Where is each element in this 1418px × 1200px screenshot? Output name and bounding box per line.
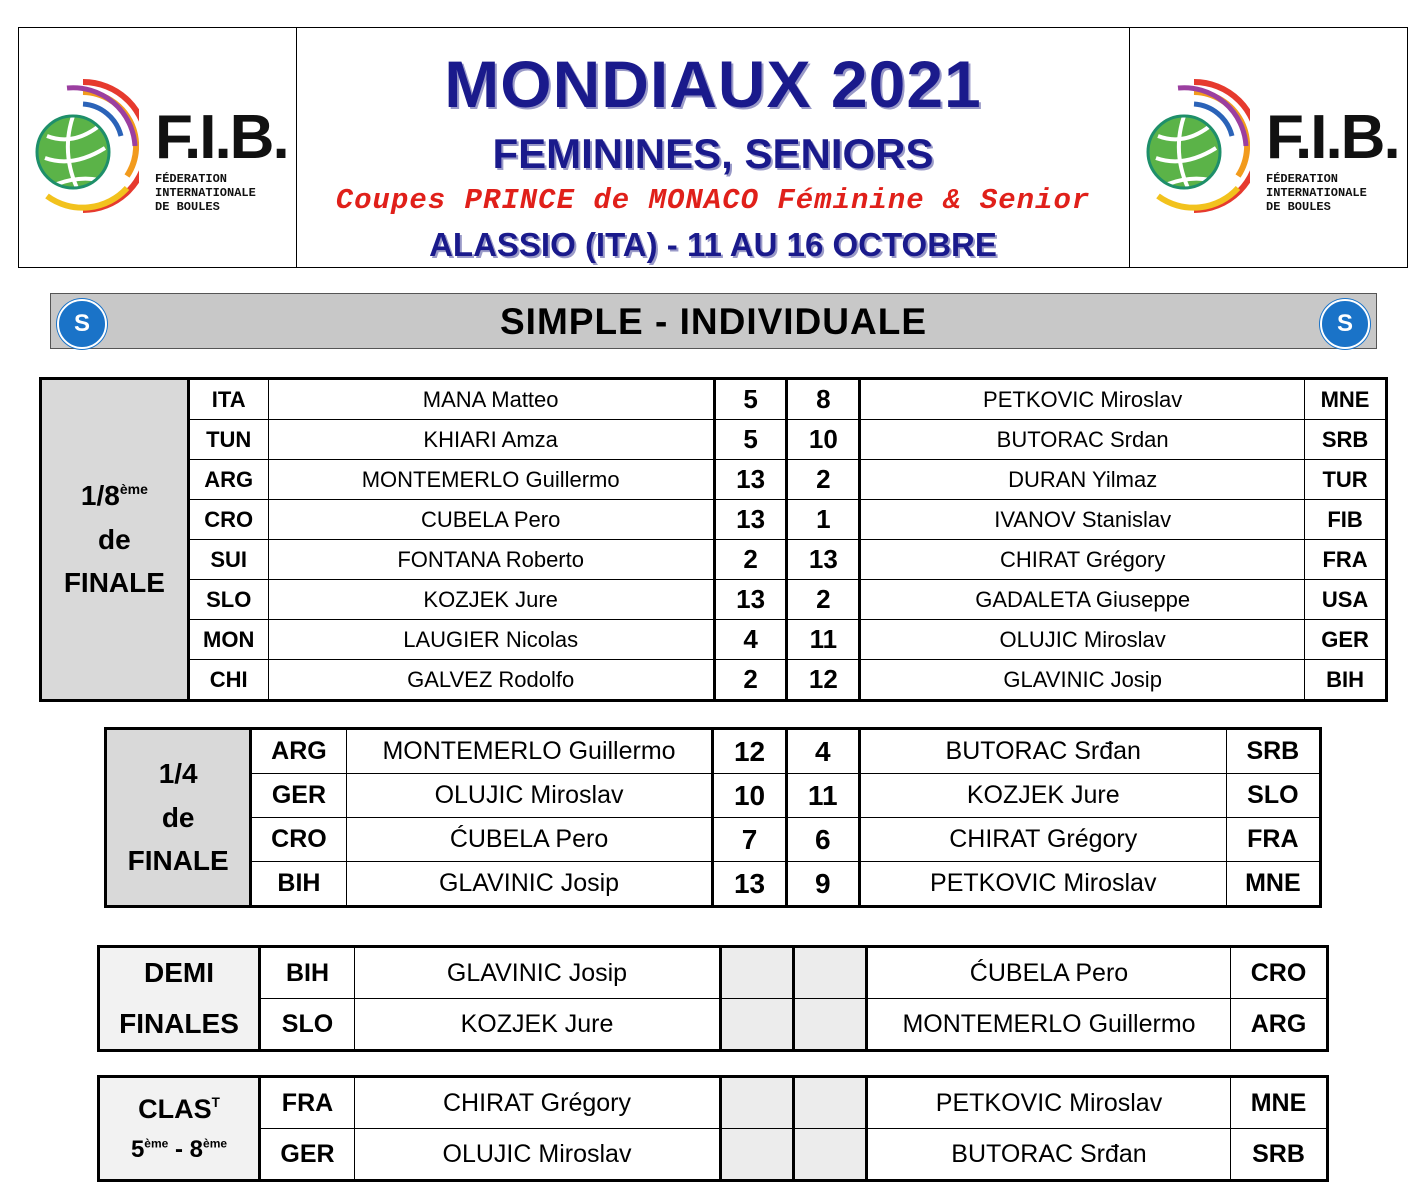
score-right	[794, 999, 867, 1051]
nat-right: GER	[1305, 620, 1387, 660]
player-right: BUTORAC Srđan	[859, 729, 1226, 774]
score-right: 13	[787, 540, 860, 580]
player-left: CHIRAT Grégory	[355, 1077, 721, 1129]
nat-right: MNE	[1305, 379, 1387, 420]
nat-left: CRO	[188, 500, 268, 540]
nat-right: FRA	[1305, 540, 1387, 580]
player-right: GLAVINIC Josip	[860, 660, 1305, 701]
event-header	[18, 27, 1408, 268]
nat-right: SRB	[1305, 420, 1387, 460]
nat-left: MON	[188, 620, 268, 660]
event-cups: Coupes PRINCE de MONACO Féminine & Senior	[335, 184, 1091, 217]
player-right: GADALETA Giuseppe	[860, 580, 1305, 620]
player-left: ĆUBELA Pero	[346, 818, 713, 862]
nat-right: SRB	[1231, 1129, 1328, 1181]
stage-sup: ème	[144, 1136, 169, 1151]
nat-left: CHI	[188, 660, 268, 701]
nat-left: SLO	[188, 580, 268, 620]
score-right: 8	[787, 379, 860, 420]
nat-left: GER	[260, 1129, 355, 1181]
fib-line1: FÉDERATION	[1266, 172, 1339, 186]
stage-label	[106, 729, 251, 907]
player-left: GLAVINIC Josip	[355, 947, 721, 999]
score-left: 13	[714, 460, 787, 500]
player-left: GALVEZ Rodolfo	[268, 660, 714, 701]
stage-line-3: FINALE	[127, 845, 229, 877]
simple-badge-icon: S	[1320, 299, 1370, 349]
nat-right: SRB	[1226, 729, 1320, 774]
player-left: FONTANA Roberto	[268, 540, 714, 580]
nat-left: ARG	[251, 729, 346, 774]
event-category: FEMININES, SENIORS	[492, 130, 934, 177]
stage-sup: T	[211, 1095, 220, 1111]
match-row	[41, 660, 1387, 701]
score-right: 10	[787, 420, 860, 460]
score-right: 2	[787, 580, 860, 620]
fib-ball-icon	[1138, 76, 1250, 216]
player-right: PETKOVIC Miroslav	[867, 1077, 1231, 1129]
simple-badge-icon: S	[57, 299, 107, 349]
match-row	[41, 379, 1387, 420]
player-left: GLAVINIC Josip	[346, 862, 713, 907]
player-left: LAUGIER Nicolas	[268, 620, 714, 660]
score-left: 10	[713, 774, 786, 818]
event-venue: ALASSIO (ITA) - 11 AU 16 OCTOBRE	[429, 226, 997, 263]
stage-line-3: FINALE	[63, 567, 165, 599]
match-row	[106, 729, 1321, 774]
fib-fullname	[1266, 172, 1399, 214]
player-right: CHIRAT Grégory	[859, 818, 1226, 862]
match-row	[106, 862, 1321, 907]
stage-line-2: FINALES	[119, 1007, 239, 1039]
nat-left: ITA	[188, 379, 268, 420]
nat-left: ARG	[188, 460, 268, 500]
score-right: 6	[786, 818, 859, 862]
nat-left: GER	[251, 774, 346, 818]
stage-rank-b: 8	[189, 1135, 204, 1163]
fib-line1: FÉDERATION	[155, 172, 228, 186]
stage-line-1: CLAS	[138, 1093, 212, 1124]
player-left: MONTEMERLO Guillermo	[268, 460, 714, 500]
player-right: PETKOVIC Miroslav	[860, 379, 1305, 420]
score-left: 5	[714, 379, 787, 420]
match-row	[41, 500, 1387, 540]
score-left: 12	[713, 729, 786, 774]
nat-right: CRO	[1231, 947, 1328, 999]
score-left: 2	[714, 660, 787, 701]
player-right: BUTORAC Srdan	[860, 420, 1305, 460]
match-row	[41, 580, 1387, 620]
score-right	[794, 1077, 867, 1129]
player-right: PETKOVIC Miroslav	[859, 862, 1226, 907]
score-left: 13	[713, 862, 786, 907]
player-left: KHIARI Amza	[268, 420, 714, 460]
stage-rank-a: 5	[130, 1135, 145, 1163]
event-title-block	[297, 28, 1129, 267]
fib-wordmark	[155, 103, 288, 214]
fib-line2: INTERNATIONALE	[1266, 186, 1367, 200]
nat-right: MNE	[1226, 862, 1320, 907]
nat-right: SLO	[1226, 774, 1320, 818]
fib-logo-right	[1129, 28, 1407, 267]
score-right: 1	[787, 500, 860, 540]
nat-right: MNE	[1231, 1077, 1328, 1129]
player-left: OLUJIC Miroslav	[355, 1129, 721, 1181]
score-left: 5	[714, 420, 787, 460]
match-row	[99, 947, 1328, 999]
score-left: 7	[713, 818, 786, 862]
match-row	[106, 818, 1321, 862]
stage-label	[99, 1077, 260, 1181]
fib-line3: DE BOULES	[1266, 200, 1331, 214]
nat-right: ARG	[1231, 999, 1328, 1051]
stage-line-1: 1/8	[80, 480, 120, 512]
score-right: 2	[787, 460, 860, 500]
stage-line-1: DEMI	[144, 957, 214, 989]
score-right: 11	[787, 620, 860, 660]
classement-table	[97, 1075, 1329, 1182]
event-title: MONDIAUX 2021	[444, 47, 982, 121]
nat-right: BIH	[1305, 660, 1387, 701]
nat-left: SLO	[260, 999, 355, 1051]
score-left	[721, 999, 794, 1051]
score-right: 9	[786, 862, 859, 907]
player-left: OLUJIC Miroslav	[346, 774, 713, 818]
player-right: KOZJEK Jure	[859, 774, 1226, 818]
score-left: 13	[714, 580, 787, 620]
nat-right: FRA	[1226, 818, 1320, 862]
player-right: MONTEMERLO Guillermo	[867, 999, 1231, 1051]
match-row	[106, 774, 1321, 818]
stage-sep: -	[168, 1135, 190, 1163]
fib-fullname	[155, 172, 288, 214]
fib-line2: INTERNATIONALE	[155, 186, 256, 200]
match-row	[99, 1077, 1328, 1129]
fib-ball-icon	[27, 76, 139, 216]
fib-wordmark	[1266, 103, 1399, 214]
score-left: 2	[714, 540, 787, 580]
stage-sup: ème	[203, 1136, 228, 1151]
fib-name: F.I.B.	[155, 103, 288, 172]
nat-left: TUN	[188, 420, 268, 460]
score-right: 11	[786, 774, 859, 818]
section-bar	[50, 293, 1377, 349]
player-left: MANA Matteo	[268, 379, 714, 420]
nat-right: FIB	[1305, 500, 1387, 540]
fib-line3: DE BOULES	[155, 200, 220, 214]
score-right: 12	[787, 660, 860, 701]
player-left: MONTEMERLO Guillermo	[346, 729, 713, 774]
semi-final-table	[97, 945, 1329, 1052]
score-right	[794, 1129, 867, 1181]
match-row	[41, 540, 1387, 580]
stage-sup: ème	[119, 481, 148, 498]
match-row	[41, 620, 1387, 660]
stage-label	[99, 947, 260, 1051]
player-right: CHIRAT Grégory	[860, 540, 1305, 580]
fib-logo-left	[19, 28, 297, 267]
player-right: DURAN Yilmaz	[860, 460, 1305, 500]
match-row	[41, 460, 1387, 500]
score-right	[794, 947, 867, 999]
player-right: BUTORAC Srđan	[867, 1129, 1231, 1181]
score-left	[721, 947, 794, 999]
nat-left: FRA	[260, 1077, 355, 1129]
section-title: SIMPLE - INDIVIDUALE	[499, 301, 928, 342]
nat-left: SUI	[188, 540, 268, 580]
stage-line-2: de	[98, 523, 131, 555]
nat-left: BIH	[251, 862, 346, 907]
nat-right: TUR	[1305, 460, 1387, 500]
score-left	[721, 1077, 794, 1129]
match-row	[41, 420, 1387, 460]
stage-line-1: 1/4	[158, 758, 198, 790]
player-left: KOZJEK Jure	[355, 999, 721, 1051]
score-right: 4	[786, 729, 859, 774]
score-left: 4	[714, 620, 787, 660]
match-row	[99, 1129, 1328, 1181]
player-right: IVANOV Stanislav	[860, 500, 1305, 540]
stage-line-2: de	[161, 801, 195, 833]
fib-name: F.I.B.	[1266, 103, 1399, 172]
nat-left: BIH	[260, 947, 355, 999]
quarter-final-table	[104, 727, 1322, 908]
score-left	[721, 1129, 794, 1181]
nat-left: CRO	[251, 818, 346, 862]
round-of-16-table	[39, 377, 1388, 702]
stage-label	[41, 379, 189, 701]
player-right: ĆUBELA Pero	[867, 947, 1231, 999]
nat-right: USA	[1305, 580, 1387, 620]
player-left: CUBELA Pero	[268, 500, 714, 540]
player-left: KOZJEK Jure	[268, 580, 714, 620]
score-left: 13	[714, 500, 787, 540]
match-row	[99, 999, 1328, 1051]
player-right: OLUJIC Miroslav	[860, 620, 1305, 660]
